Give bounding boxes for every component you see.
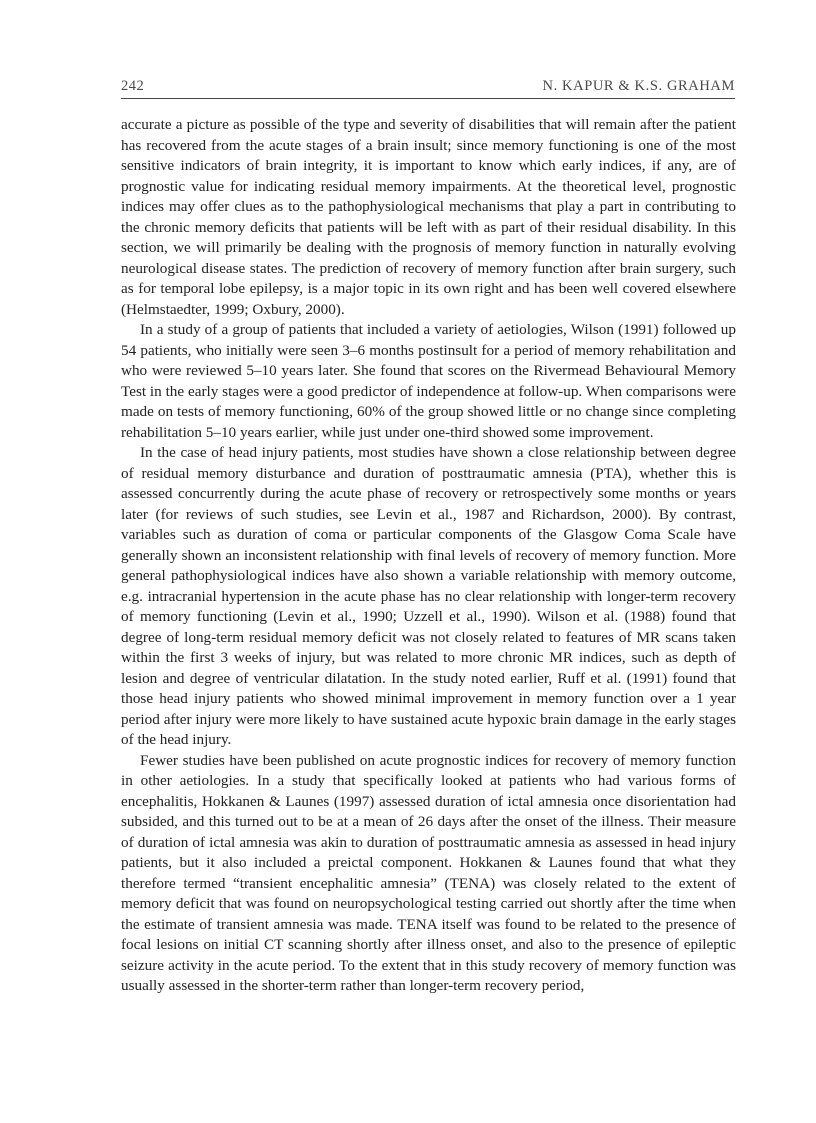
paragraph: In a study of a group of patients that included a variety of aetiologies, Wilson (1991) followed up 54 patients, who initially were seen 3–6 months postinsult for a period of memory rehabilitation and who were reviewed 5–10 years later. She found that scores on the Rivermead Behavioural Memory Test in the early stages were a good predictor of independence at follow-up. When comparisons were made on tests of memory functioning, 60% of the group showed little or no change since completing rehabilitation 5–10 years earlier, while just under one-third showed some improvement. xyxy=(121,321,736,441)
body-text xyxy=(121,115,736,997)
page-number: 242 xyxy=(121,78,145,94)
running-head xyxy=(121,76,735,99)
running-title: N. KAPUR & K.S. GRAHAM xyxy=(542,78,735,94)
paragraph: Fewer studies have been published on acute prognostic indices for recovery of memory function in other aetiologies. In a study that specifically looked at patients who had various forms of encephalitis, Hokkanen & Launes (1997) assessed duration of ictal amnesia once disorientation had subsided, and this turned out to be at a mean of 26 days after the onset of the illness. Their measure of duration of ictal amnesia was akin to duration of posttraumatic amnesia as assessed in head injury patients, but it also included a preictal component. Hokkanen & Launes found that what they therefore termed “transient encephalitic amnesia” (TENA) was closely related to the extent of memory deficit that was found on neuropsychological testing carried out shortly after the time when the estimate of transient amnesia was made. TENA itself was found to be related to the presence of focal lesions on initial CT scanning shortly after illness onset, and also to the presence of epileptic seizure activity in the acute period. To the extent that in this study recovery of memory function was usually assessed in the shorter-term rather than longer-term recovery period, xyxy=(121,751,736,994)
paragraph: accurate a picture as possible of the type and severity of disabilities that will remain after the patient has recovered from the acute stages of a brain insult; since memory functioning is one of the most sensitive indicators of brain integrity, it is important to know which early indices, if any, are of prognostic value for indicating residual memory impairments. At the theoretical level, prognostic indices may offer clues as to the pathophysiological mechanisms that play a part in contributing to the chronic memory deficits that patients will be left with as part of their residual disability. In this section, we will primarily be dealing with the prognosis of memory function in naturally evolving neurological disease states. The prediction of recovery of memory function after brain surgery, such as for temporal lobe epilepsy, is a major topic in its own right and has been well covered elsewhere (Helmstaedter, 1999; Oxbury, 2000). xyxy=(121,116,736,318)
paragraph: In the case of head injury patients, most studies have shown a close relationship between degree of residual memory disturbance and duration of posttraumatic amnesia (PTA), whether this is assessed concurrently during the acute phase of recovery or retrospectively some months or years later (for reviews of such studies, see Levin et al., 1987 and Richardson, 2000). By contrast, variables such as duration of coma or particular components of the Glasgow Coma Scale have generally shown an inconsistent relationship with final levels of recovery of memory function. More general pathophysiological indices have also shown a variable relationship with memory outcome, e.g. intracranial hypertension in the acute phase has no clear relationship with longer-term recovery of memory functioning (Levin et al., 1990; Uzzell et al., 1990). Wilson et al. (1988) found that degree of long-term residual memory deficit was not closely related to features of MR scans taken within the first 3 weeks of injury, but was related to more chronic MR indices, such as depth of lesion and degree of ventricular dilatation. In the study noted earlier, Ruff et al. (1991) found that those head injury patients who showed minimal improvement in memory function over a 1 year period after injury were more likely to have sustained acute hypoxic brain damage in the early stages of the head injury. xyxy=(121,444,736,748)
